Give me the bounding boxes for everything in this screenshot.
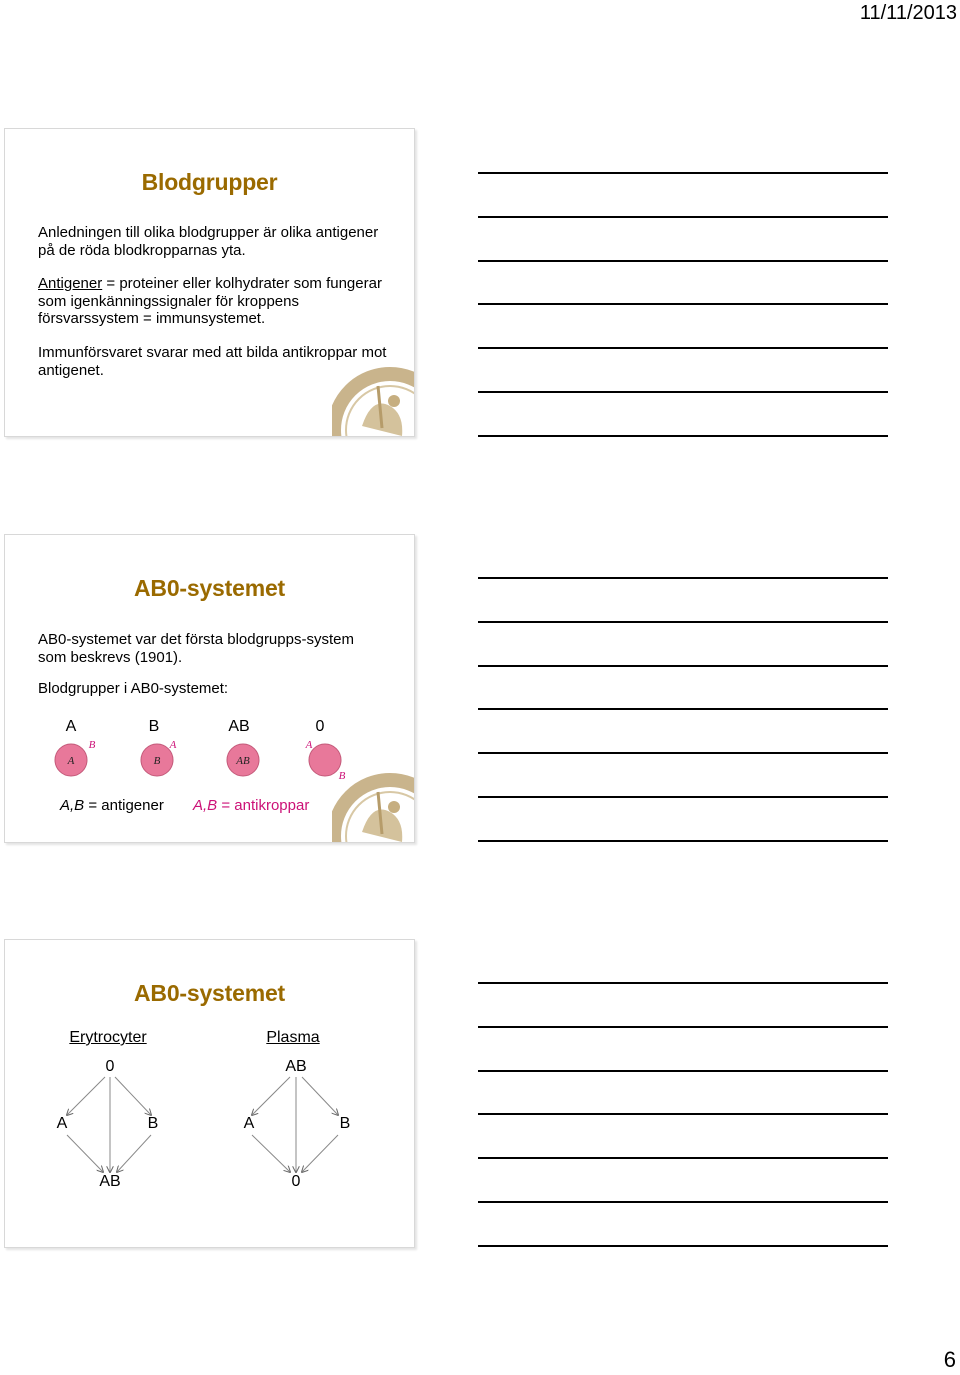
erytrocyter-bottom: AB — [99, 1173, 121, 1190]
slide-ab0-systemet-1 — [4, 534, 415, 843]
slide-title: AB0-systemet — [134, 575, 285, 601]
antigener-term: Antigener — [38, 275, 103, 292]
paragraph-2-rest: = proteiner eller kolhydrater som fungerar som igenkänningssignaler för kroppens försvarssystem = immunsystemet. — [38, 275, 382, 327]
slide-blodgrupper — [4, 128, 415, 437]
group-label-b: B — [148, 718, 160, 735]
plasma-heading: Plasma — [266, 1029, 320, 1046]
erytrocyter-heading: Erytrocyter — [69, 1029, 147, 1046]
cell-0-antibody-a: A — [305, 739, 313, 751]
erytrocyter-left: A — [56, 1115, 68, 1132]
paragraph-2 — [38, 275, 398, 328]
university-seal-icon — [332, 366, 415, 437]
paragraph-1: Anledningen till olika blodgrupper är olika antigener på de röda blodkropparnas yta. — [38, 224, 379, 259]
slide-title: AB0-systemet — [134, 980, 285, 1006]
cell-b — [141, 739, 177, 776]
cell-0-antibody-b: B — [338, 770, 346, 782]
cell-b-antibody: A — [169, 739, 177, 751]
group-label-a: A — [65, 718, 77, 735]
legend-antigens: A,B = antigener — [60, 797, 164, 814]
group-label-0: 0 — [315, 718, 325, 735]
paragraph-2: Blodgrupper i AB0-systemet: — [38, 680, 229, 697]
group-label-ab: AB — [228, 718, 250, 735]
erytrocyter-right: B — [147, 1115, 159, 1132]
legend-antibodies: A,B = antikroppar — [193, 797, 310, 814]
erytrocyter-top: 0 — [105, 1058, 115, 1075]
plasma-right: B — [339, 1115, 351, 1132]
plasma-top: AB — [285, 1058, 307, 1075]
ab0-diagram — [5, 940, 414, 1247]
paragraph-3: Immunförsvaret svarar med att bilda antikroppar mot antigenet. — [38, 344, 387, 379]
slide-ab0-systemet-2 — [4, 939, 415, 1248]
slide-title: Blodgrupper — [141, 169, 278, 195]
cell-ab-antigen: AB — [236, 755, 250, 767]
cell-a — [55, 739, 96, 776]
cell-a-antibody: B — [88, 739, 96, 751]
print-date: 11/11/2013 — [859, 2, 957, 24]
plasma-left: A — [243, 1115, 255, 1132]
plasma-bottom: 0 — [291, 1173, 301, 1190]
cell-a-antigen: A — [67, 755, 75, 767]
university-seal-icon — [332, 772, 415, 843]
cell-b-antigen: B — [153, 755, 161, 767]
paragraph-1: AB0-systemet var det första blodgrupps-system som beskrevs (1901). — [38, 631, 354, 666]
page-number: 6 — [943, 1347, 956, 1372]
cell-ab — [227, 744, 259, 776]
